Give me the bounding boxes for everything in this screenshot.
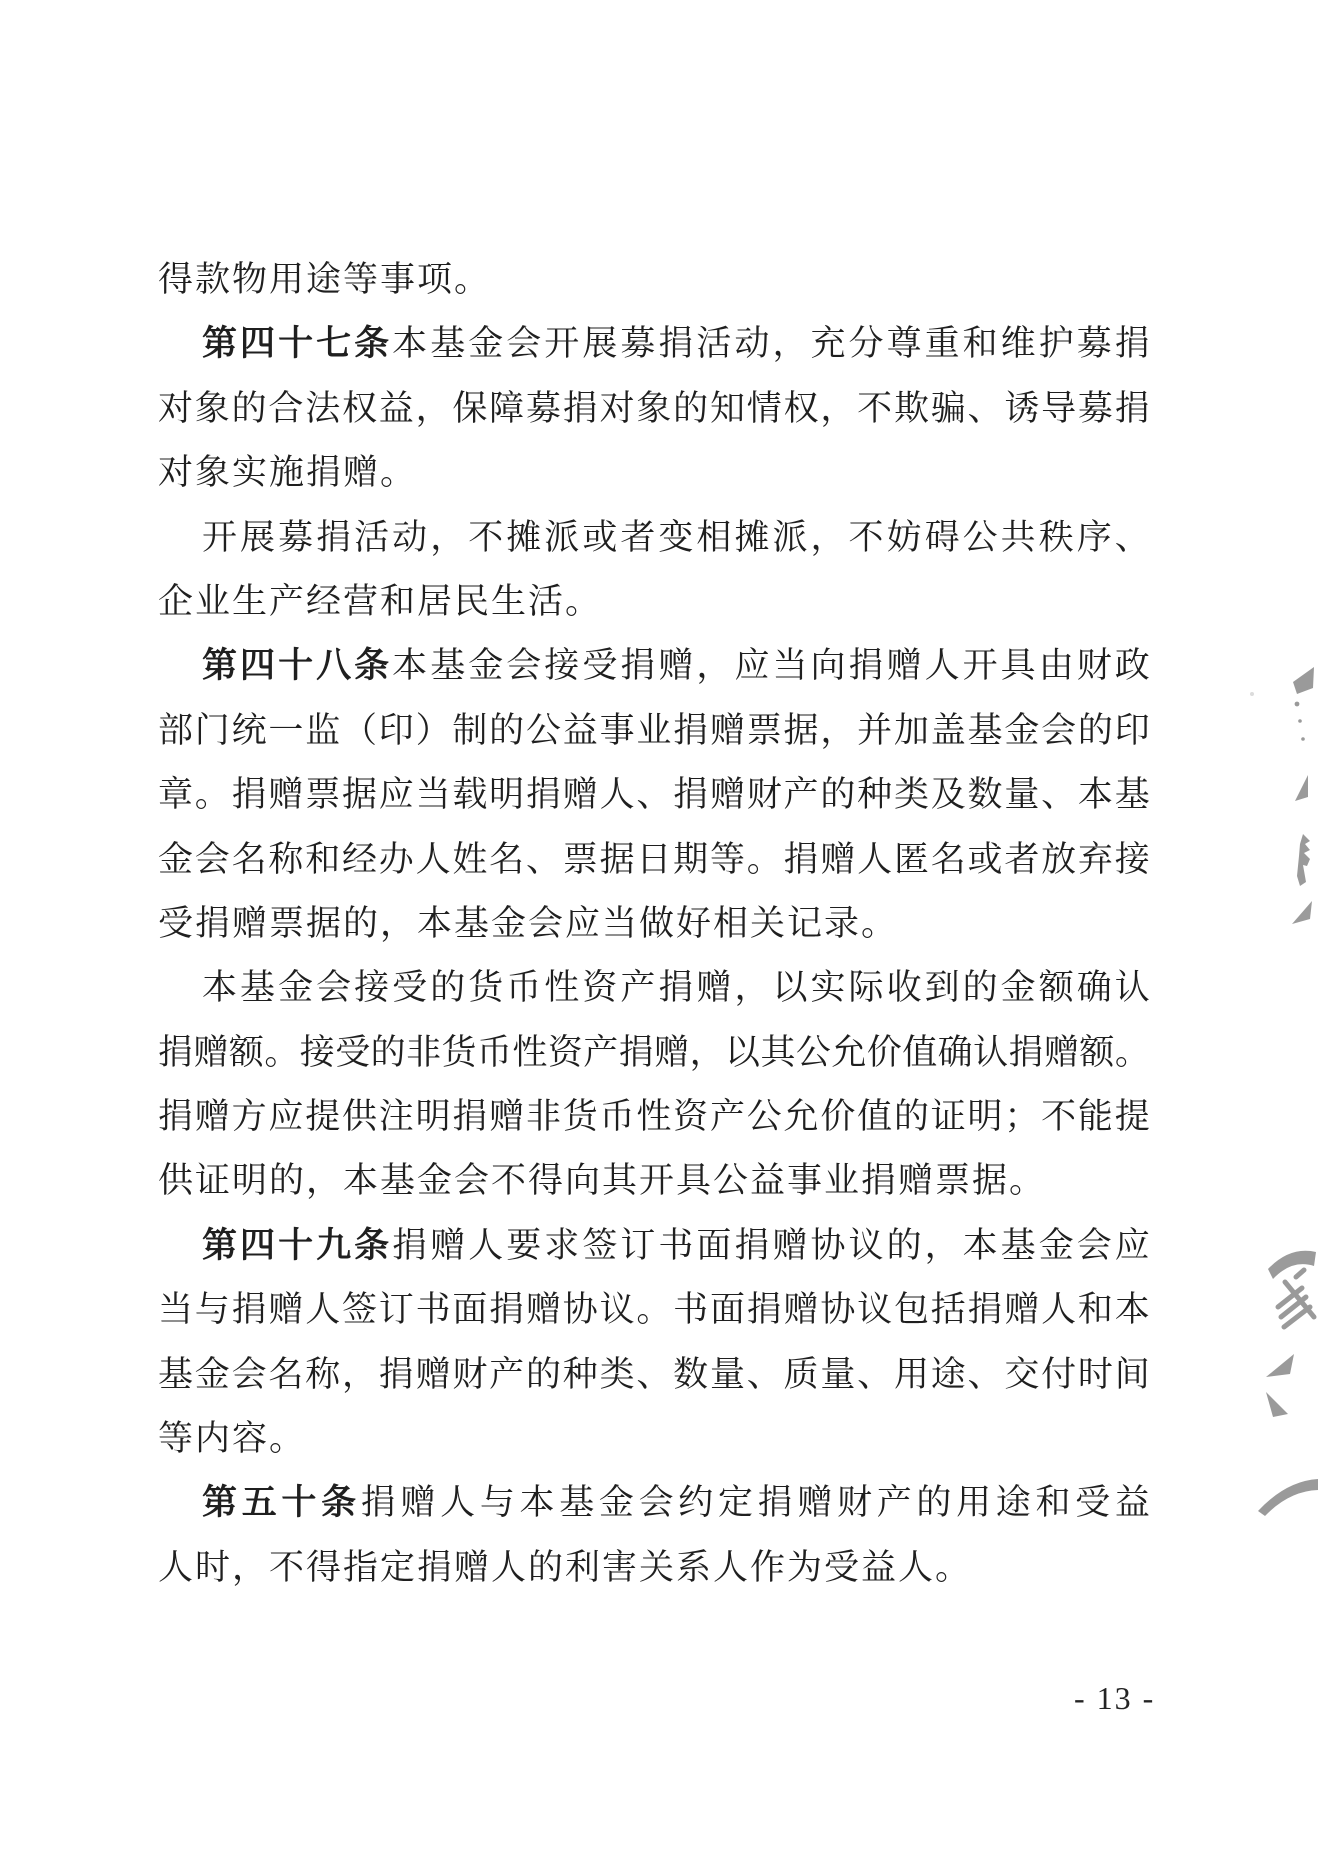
text-line: 人时，不得指定捐赠人的利害关系人作为受益人。: [158, 1547, 973, 1587]
page-number: - 13 -: [1074, 1680, 1156, 1716]
document-body: [158, 248, 1150, 1600]
text-line: 等内容。: [158, 1419, 307, 1459]
text-line: 捐 赠 额 。 接 受 的 非 货 币 性 资 产 捐 赠 ， 以 其 公 允 价 值 确 认 捐 赠 额 。: [158, 1032, 1150, 1072]
scan-artifact: [1292, 901, 1312, 924]
text-line: 部 门 统 一 监 （ 印 ） 制 的 公 益 事 业 捐 赠 票 据 ， 并 加 盖 基 金 会 的 印: [158, 710, 1150, 750]
text-line: 捐 赠 方 应 提 供 注 明 捐 赠 非 货 币 性 资 产 公 允 价 值 的 证 明 ； 不 能 提: [158, 1097, 1150, 1137]
scan-artifact: [1298, 719, 1302, 723]
text-line: 本 基 金 会 接 受 的 货 币 性 资 产 捐 赠 ， 以 实 际 收 到 的 金 额 确 认: [202, 968, 1150, 1008]
text-line: 开 展 募 捐 活 动 ， 不 摊 派 或 者 变 相 摊 派 ， 不 妨 碍 公 共 秩 序 、: [202, 517, 1150, 557]
scan-artifact: [1295, 775, 1308, 801]
text-line: 企业生产经营和居民生活。: [158, 581, 603, 621]
scan-artifact: [1295, 702, 1300, 707]
text-line: 供证明的，本基金会不得向其开具公益事业捐赠票据。: [158, 1161, 1047, 1201]
scan-artifact: [1301, 737, 1305, 741]
text-line: 第 四 十 八 条 本 基 金 会 接 受 捐 赠 ， 应 当 向 捐 赠 人 开 具 由 财 政: [202, 646, 1150, 686]
text-line: 第 四 十 七 条 本 基 金 会 开 展 募 捐 活 动 ， 充 分 尊 重 和 维 护 募 捐: [202, 324, 1150, 364]
text-line: 对象实施捐赠。: [158, 453, 418, 493]
scan-artifact: [1285, 1282, 1314, 1317]
scan-artifact: [1297, 834, 1310, 886]
scan-artifact: [1281, 1297, 1306, 1317]
scan-artifact: [1250, 692, 1254, 696]
text-line: 第 四 十 九 条 捐 赠 人 要 求 签 订 书 面 捐 赠 协 议 的 ， 本 基 金 会 应: [202, 1225, 1150, 1265]
text-line: 对 象 的 合 法 权 益 ， 保 障 募 捐 对 象 的 知 情 权 ， 不 欺 骗 、 诱 导 募 捐: [158, 388, 1150, 428]
scan-artifact: [1268, 1251, 1316, 1279]
text-line: 受捐赠票据的，本基金会应当做好相关记录。: [158, 903, 899, 943]
scan-artifact: [1296, 1270, 1304, 1277]
text-line: 金 会 名 称 和 经 办 人 姓 名 、 票 据 日 期 等 。 捐 赠 人 匿 名 或 者 放 弃 接: [158, 839, 1150, 879]
text-line: 第 五 十 条 捐 赠 人 与 本 基 金 会 约 定 捐 赠 财 产 的 用 途 和 受 益: [202, 1483, 1150, 1523]
text-line: 得款物用途等事项。: [158, 260, 492, 299]
scan-artifact: [1293, 667, 1314, 694]
scan-artifact: [1278, 1288, 1302, 1307]
text-line: 当 与 捐 赠 人 签 订 书 面 捐 赠 协 议 。 书 面 捐 赠 协 议 包 括 捐 赠 人 和 本: [158, 1290, 1150, 1330]
text-line: 基 金 会 名 称 ， 捐 赠 财 产 的 种 类 、 数 量 、 质 量 、 用 途 、 交 付 时 间: [158, 1354, 1150, 1394]
text-line: 章 。 捐 赠 票 据 应 当 载 明 捐 赠 人 、 捐 赠 财 产 的 种 类 及 数 量 、 本 基: [158, 775, 1150, 815]
scan-artifacts: [1240, 620, 1322, 1540]
scan-artifact: [1266, 1354, 1294, 1377]
scan-artifact: [1258, 1479, 1318, 1516]
scan-artifact: [1266, 1392, 1288, 1417]
scan-artifact: [1284, 1307, 1310, 1327]
